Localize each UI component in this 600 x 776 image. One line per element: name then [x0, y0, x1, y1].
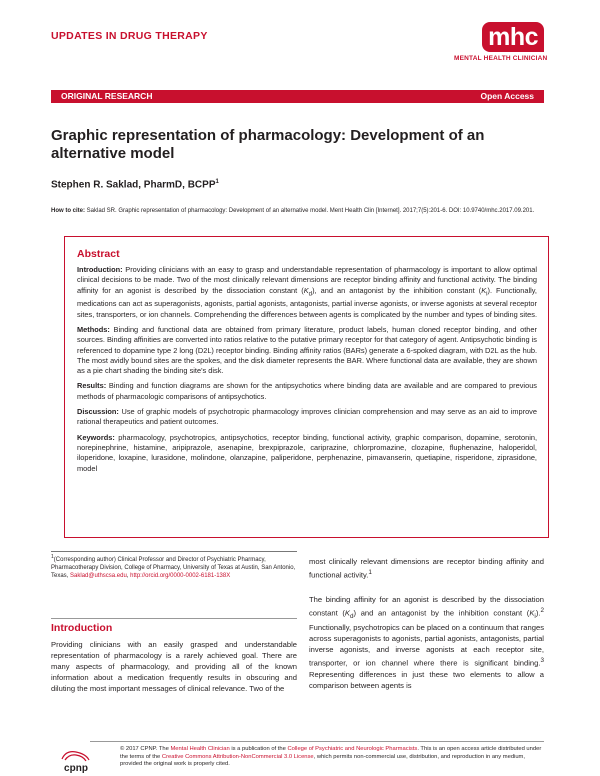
- reference-1[interactable]: 1: [368, 569, 372, 576]
- cite-label: How to cite:: [51, 208, 85, 214]
- footer-divider: [90, 741, 544, 742]
- author-email-link[interactable]: Saklad@uthscsa.edu: [70, 573, 127, 580]
- abstract-intro-text: ). Functionally, medications can act as superagonists, agonists, partial agonists, antagonists, partial inverse agonists, or inverse agonists at several receptor sites, transporters, or ion channels. Comprehending the differences between agents is complicated by the number and types of binding sites.: [77, 285, 537, 319]
- orcid-link[interactable]: http://orcid.org/0000-0002-6181-138X: [130, 573, 231, 580]
- reference-3[interactable]: 3: [540, 657, 544, 665]
- right-para-text: The binding affinity for an agonist is described by the dissociation constant (: [309, 595, 544, 618]
- abstract-intro-label: Introduction:: [77, 265, 123, 274]
- footnote-text: (Corresponding author) Clinical Professor and Director of Psychiatric Pharmacy, Pharmacotherapy Division, College of Pharmacy, University of Texas at Austin, San Antonio, Texas,: [51, 557, 296, 580]
- open-access-label: Open Access: [480, 91, 534, 101]
- cpnp-logo-icon: [56, 748, 96, 774]
- reference-2[interactable]: 2: [540, 607, 544, 614]
- footer-text: , which permits non-commercial use, distribution, and reproduction in any medium, provided the original work is properly cited.: [120, 753, 526, 768]
- abstract-methods: [77, 325, 537, 376]
- abstract-results-text: Binding and function diagrams are shown for the antipsychotics where binding data are available and are compared to previous methods of pharmacologic comparisons of antipsychotics.: [77, 381, 537, 401]
- right-para-text: ) and an antagonist by the inhibition constant (: [353, 608, 530, 618]
- author-names: Stephen R. Saklad, PharmD, BCPP: [51, 179, 216, 191]
- introduction-paragraph: Providing clinicians with an easily grasped and understandable representation of pharmacology is a rarely achieved goal. There are many aspects of pharmacology, and providing all of the known information about a medication frequently results in obscuring and diluting the most important messages of clinical relevance. Two of the: [51, 640, 297, 693]
- right-para-text: ).: [535, 608, 541, 618]
- right-column-paragraph-2: [309, 594, 544, 691]
- abstract-introduction: [77, 265, 537, 320]
- abstract-intro-text: ), and an antagonist by the inhibition constant (: [312, 285, 482, 295]
- cite-text: Saklad SR. Graphic representation of pharmacology: Development of an alternative model. Ment Health Clin [Internet]. 2017;7(5):201-6. DOI: 10.9740/mhc.2017.09.201.: [86, 208, 535, 214]
- abstract-keywords: [77, 433, 537, 474]
- introduction-divider: [51, 618, 297, 619]
- journal-logo[interactable]: [454, 22, 548, 62]
- college-link[interactable]: College of Psychiatric and Neurologic Pharmacists: [287, 746, 418, 752]
- right-column-paragraph-1: [309, 556, 544, 581]
- footnote-separator: ,: [126, 573, 131, 580]
- abstract-intro-text: Providing clinicians with an easy to grasp and understandable representation of pharmacology is important to allow optimal clinical decisions to be made. Two of the most clinically relevant dimensions are receptor binding affinity and functional activity. The binding affinity for an agonist is described by the dissociation constant (: [77, 265, 537, 295]
- mhc-logo-mark: mhc: [482, 22, 544, 52]
- cpnp-logo-text: cpnp: [64, 763, 88, 774]
- abstract-results: [77, 381, 537, 402]
- ki-symbol: K: [481, 285, 487, 295]
- right-para-text: most clinically relevant dimensions are receptor binding affinity and functional activity.: [309, 557, 544, 580]
- abstract-discussion-text: Use of graphic models of psychotropic pharmacology improves clinician comprehension and may serve as an aid to improve rational therapeutics and patient outcomes.: [77, 407, 537, 427]
- article-title: Graphic representation of pharmacology: Development of an alternative model: [51, 127, 485, 162]
- how-to-cite: [51, 207, 544, 215]
- ki-subscript: i: [534, 613, 536, 621]
- abstract-methods-label: Methods:: [77, 324, 110, 334]
- introduction-heading: Introduction: [51, 622, 113, 634]
- abstract-box: [64, 236, 549, 538]
- kd-subscript: d: [349, 613, 354, 621]
- article-type-label: ORIGINAL RESEARCH: [61, 91, 153, 101]
- article-type-bar: [51, 90, 544, 103]
- footer-text: . This is an open access article distributed under the terms of the: [120, 746, 542, 760]
- keywords-text: pharmacology, psychotropics, antipsychotics, receptor binding, functional activity, graphic comparison, dopamine, serotonin, norepinephrine, histamine, aripiprazole, asenapine, brexpiprazole, cariprazine, chlorpromazine, clozapine, fluphenazine, haloperidol, iloperidone, loxapine, lurasidone, molindone, olanzapine, paliperidone, perphenazine, pimavanserin, quetiapine, risperidone, ziprasidone, model: [77, 432, 537, 473]
- author-affiliation-marker[interactable]: 1: [215, 179, 219, 185]
- license-footer: [120, 746, 544, 769]
- journal-link[interactable]: Mental Health Clinician: [170, 746, 230, 752]
- kd-symbol: K: [344, 608, 350, 618]
- abstract-heading: Abstract: [77, 248, 120, 260]
- ki-subscript: i: [486, 290, 488, 298]
- license-link[interactable]: Creative Commons Attribution-NonCommercial 3.0 License: [161, 753, 314, 760]
- abstract-methods-text: Binding and functional data are obtained from primary literature, product labels, human cloned receptor binding, and other sources. Binding affinities are converted into ratios relative to the putative primary receptor for that category of agent. Antipsychotic binding is referenced to dopamine type 2 long (D2L) receptor binding. Binding affinity ratios (BARs) generate a 6-spoked diagram, with D2L as the hub. The most avidly bound sites are the spokes, and the disk diameter represents the BAR. Where functional data are available, they are shown as a pie chart shading the binding site's disk.: [77, 324, 537, 376]
- section-label: UPDATES IN DRUG THERAPY: [51, 30, 208, 42]
- author-line: [51, 179, 219, 190]
- abstract-results-label: Results:: [77, 381, 107, 391]
- footnote-divider: [51, 551, 297, 552]
- ki-symbol: K: [529, 608, 535, 618]
- right-para-text: Functionally, psychotropics can be placed on a continuum that ranges across superagonists to agonists, partial agonists, antagonists, partial inverse agonists, and inverse agonists at each receptor site, transporter, or ion channel where there is significant binding.: [309, 623, 544, 668]
- footnote-marker: 1: [51, 554, 54, 560]
- footer-text: © 2017 CPNP. The: [120, 746, 171, 752]
- right-para-text: Representing differences in just these two elements to allow a comparison between agents is: [309, 669, 544, 690]
- abstract-discussion-label: Discussion:: [77, 407, 119, 417]
- keywords-label: Keywords:: [77, 432, 115, 442]
- footer-text: is a publication of the: [229, 746, 288, 752]
- author-footnote: [51, 553, 297, 581]
- logo-subtitle: MENTAL HEALTH CLINICIAN: [454, 55, 548, 62]
- kd-subscript: d: [308, 290, 313, 298]
- abstract-discussion: [77, 407, 537, 428]
- kd-symbol: K: [303, 285, 309, 295]
